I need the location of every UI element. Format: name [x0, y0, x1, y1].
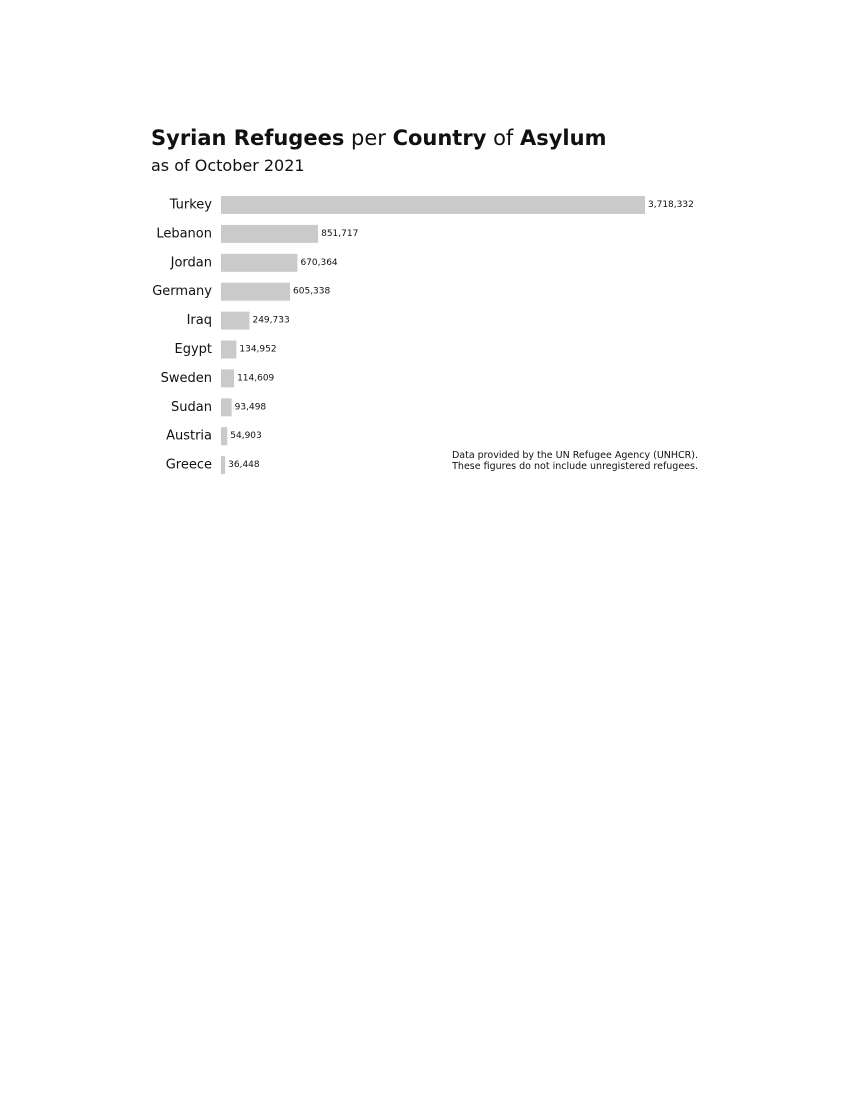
value-label: 93,498: [234, 402, 267, 413]
category-label: Iraq: [186, 313, 212, 329]
value-label: 851,717: [321, 228, 359, 239]
title-part: Asylum: [519, 126, 607, 150]
category-label: Germany: [152, 284, 212, 300]
value-label: 36,448: [228, 460, 260, 471]
category-label: Lebanon: [156, 226, 212, 242]
title-part: Syrian Refugees: [151, 126, 345, 150]
value-label: 114,609: [237, 373, 275, 384]
bar-germany: [221, 283, 290, 301]
value-label: 605,338: [293, 286, 331, 297]
bar-iraq: [221, 312, 249, 330]
value-label: 54,903: [230, 431, 262, 442]
bar-sudan: [221, 398, 232, 416]
value-label: 134,952: [239, 344, 277, 355]
title-part: of: [486, 126, 520, 150]
bar-austria: [221, 427, 227, 445]
chart-subtitle: as of October 2021: [151, 156, 305, 175]
title-part: per: [344, 126, 393, 150]
value-label: 670,364: [300, 257, 338, 268]
category-label: Austria: [166, 428, 212, 444]
category-label: Sudan: [171, 399, 212, 415]
bar-jordan: [221, 254, 297, 272]
value-label: 3,718,332: [648, 200, 694, 210]
category-label: Turkey: [169, 197, 212, 213]
bar-turkey: [221, 196, 645, 214]
source-note-line: These figures do not include unregistered refugees.: [452, 461, 698, 472]
bar-egypt: [221, 341, 236, 359]
bar-sweden: [221, 369, 234, 387]
bar-lebanon: [221, 225, 318, 243]
title-part: Country: [392, 126, 487, 150]
source-note-line: Data provided by the UN Refugee Agency (UNHCR).: [451, 450, 698, 461]
value-label: 249,733: [252, 315, 290, 326]
source-note: [452, 450, 698, 472]
category-label: Sweden: [160, 370, 212, 386]
category-label: Jordan: [170, 255, 212, 271]
category-label: Greece: [165, 457, 212, 473]
category-label: Egypt: [174, 342, 212, 357]
bar-greece: [221, 456, 225, 474]
